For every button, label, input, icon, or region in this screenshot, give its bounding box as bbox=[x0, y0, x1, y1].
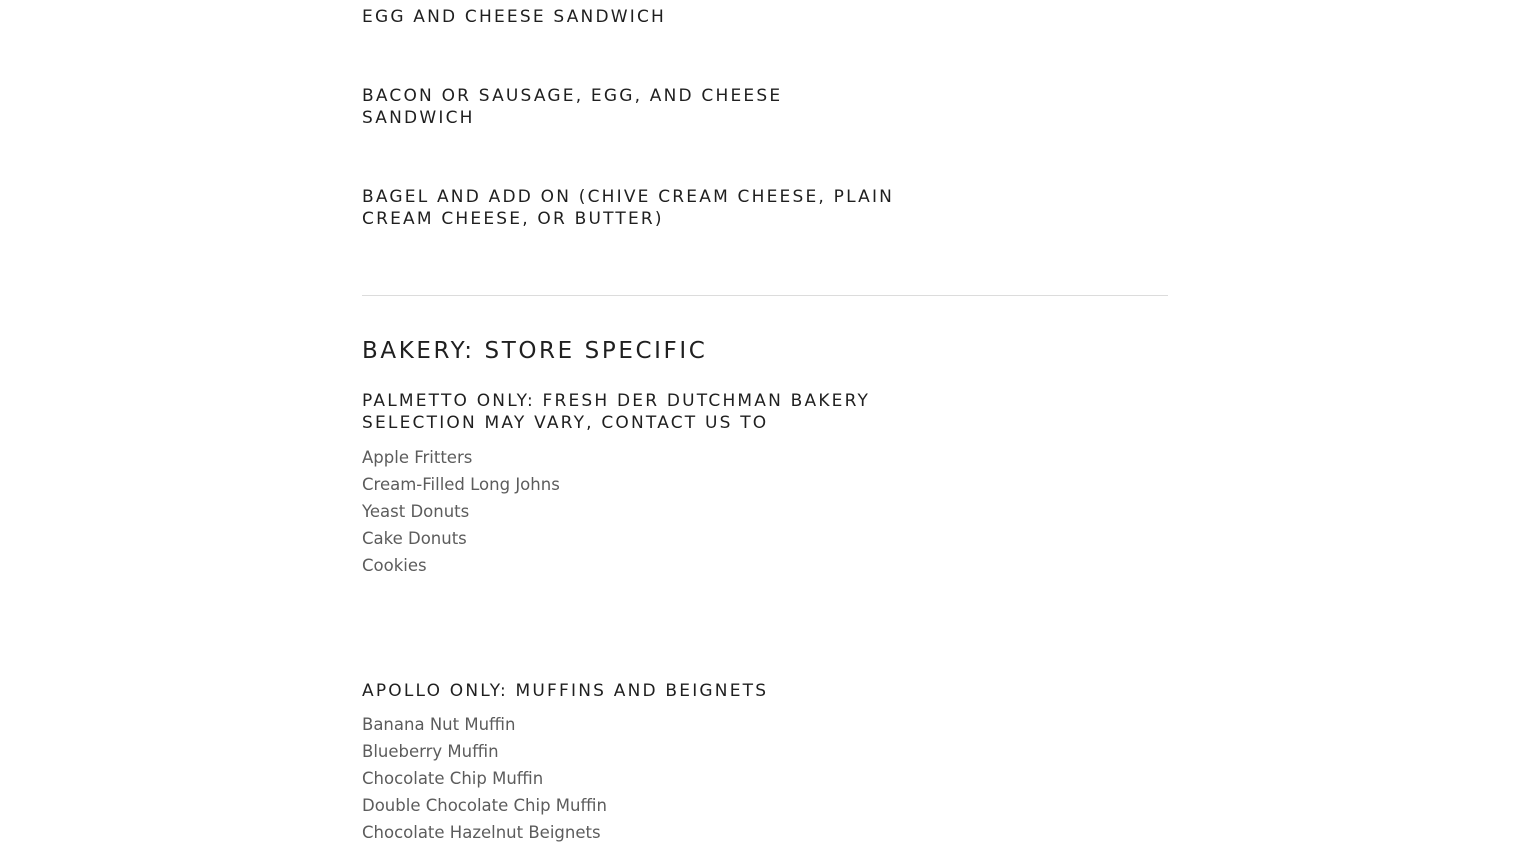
section-divider bbox=[362, 295, 1168, 296]
list-item: Chocolate Hazelnut Beignets bbox=[362, 823, 601, 842]
palmetto-heading: PALMETTO ONLY: FRESH DER DUTCHMAN BAKERY SELECTION MAY VARY, CONTACT US TO bbox=[362, 391, 871, 433]
list-item: Double Chocolate Chip Muffin bbox=[362, 796, 607, 815]
palmetto-item-list bbox=[362, 444, 560, 579]
list-item: Cake Donuts bbox=[362, 529, 467, 548]
menu-item-egg-cheese-sandwich: EGG AND CHEESE SANDWICH bbox=[362, 7, 667, 27]
list-item: Chocolate Chip Muffin bbox=[362, 769, 544, 788]
list-item: Yeast Donuts bbox=[362, 502, 470, 521]
list-item: Apple Fritters bbox=[362, 448, 473, 467]
menu-item-bagel-add-on: BAGEL AND ADD ON (CHIVE CREAM CHEESE, PLAIN CREAM CHEESE, OR BUTTER) bbox=[362, 187, 895, 229]
list-item: Blueberry Muffin bbox=[362, 742, 499, 761]
list-item: Cream-Filled Long Johns bbox=[362, 475, 560, 494]
apollo-heading: APOLLO ONLY: MUFFINS AND BEIGNETS bbox=[362, 681, 769, 701]
list-item: Banana Nut Muffin bbox=[362, 715, 516, 734]
list-item: Cookies bbox=[362, 556, 427, 575]
menu-item-bacon-sausage-sandwich: BACON OR SAUSAGE, EGG, AND CHEESE SANDWICH bbox=[362, 86, 783, 128]
apollo-item-list bbox=[362, 711, 607, 846]
section-title-bakery: BAKERY: STORE SPECIFIC bbox=[362, 338, 708, 364]
